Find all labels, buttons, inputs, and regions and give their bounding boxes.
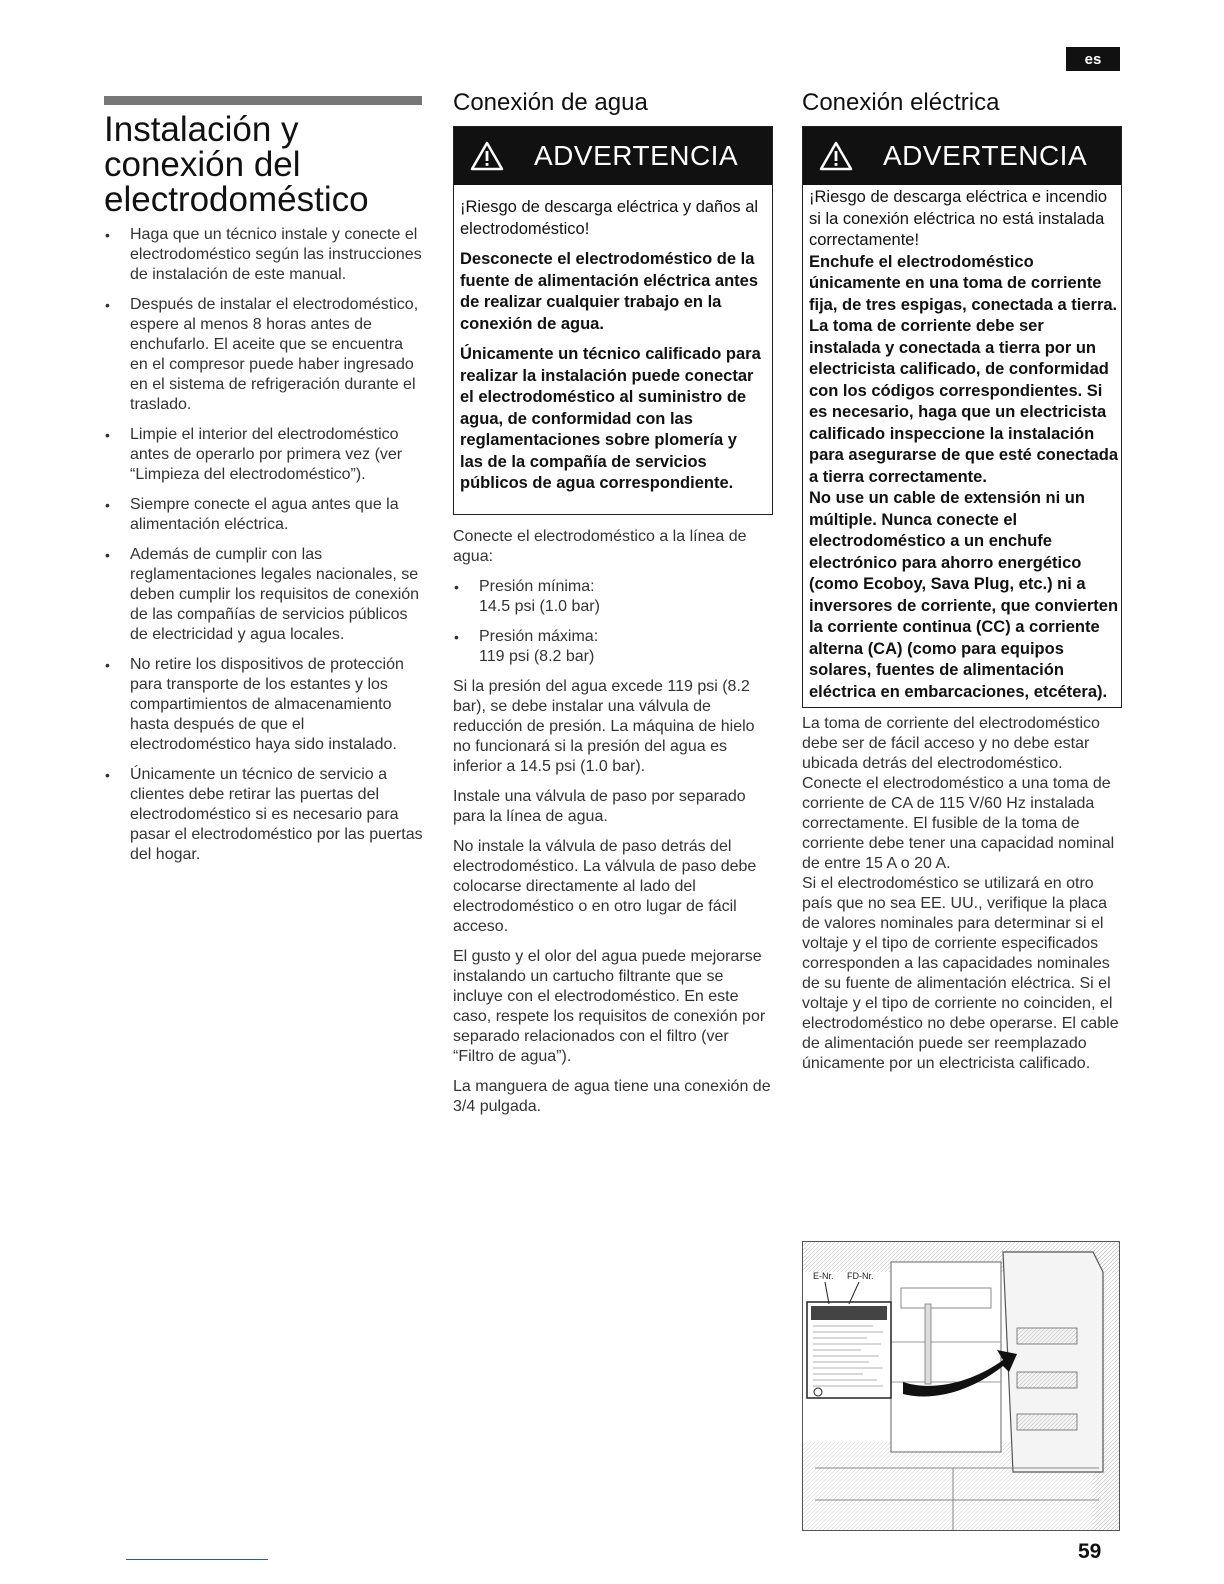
warning-text: ¡Riesgo de descarga eléctrica y daños al electrodoméstico! [460, 198, 759, 238]
list-item: • Después de instalar el electrodoméstico, espere al menos 8 horas antes de enchufarlo. El aceite que se encuentra en el compresor puede haber ingresado en el sistema de refrigeración durante el traslado. [104, 295, 424, 415]
list-item: • Presión máxima: 119 psi (8.2 bar) [453, 627, 773, 667]
list-item: • Siempre conecte el agua antes que la alimentación eléctrica. [104, 495, 424, 535]
page-title: Instalación y conexión del electrodoméstico [104, 110, 369, 219]
footer-rule [126, 1559, 268, 1560]
warning-body [803, 185, 1121, 707]
list-item: • Presión mínima: 14.5 psi (1.0 bar) [453, 577, 773, 617]
list-item: • Únicamente un técnico de servicio a clientes debe retirar las puertas del electrodoméstico si es necesario para pasar el electrodoméstico por las puertas del hogar. [104, 765, 424, 865]
electric-section-title: Conexión eléctrica [802, 89, 1000, 116]
electric-warning-box [802, 126, 1122, 708]
warning-text: ¡Riesgo de descarga eléctrica e incendio si la conexión eléctrica no está instalada correctamente! [809, 188, 1108, 249]
paragraph: Si la presión del agua excede 119 psi (8.2 bar), se debe instalar una válvula de reducción de presión. La máquina de hielo no funcionará si la presión del agua es inferior a 14.5 psi (1.0 bar). [453, 677, 755, 775]
water-connection-column [453, 88, 773, 1127]
warning-label: ADVERTENCIA [883, 140, 1088, 171]
list-item: • Haga que un técnico instale y conecte el electrodoméstico según las instrucciones de instalación de este manual. [104, 225, 424, 285]
warning-text: Únicamente un técnico calificado para realizar la instalación puede conectar el electrodoméstico al suministro de agua, de conformidad con las reglamentaciones sobre plomería y las de la compañía de servicios públicos de agua correspondiente. [460, 345, 761, 492]
warning-header [803, 127, 1121, 185]
section-rule [104, 96, 422, 105]
paragraph: Conecte el electrodoméstico a una toma de corriente de CA de 115 V/60 Hz instalada correctamente. El fusible de la toma de corriente debe tener una capacidad nominal de entre 15 A o 20 A. [802, 775, 1115, 872]
language-badge: es [1066, 47, 1120, 71]
warning-text: Desconecte el electrodoméstico de la fuente de alimentación eléctrica antes de realizar cualquier trabajo en la conexión de agua. [460, 250, 759, 333]
fd-nr-label: FD-Nr. [847, 1271, 874, 1281]
paragraph: La manguera de agua tiene una conexión de 3/4 pulgada. [453, 1077, 771, 1115]
water-warning-box [453, 126, 773, 515]
warning-triangle-icon [470, 141, 504, 171]
paragraph: Si el electrodoméstico se utilizará en otro país que no sea EE. UU., verifique la placa de valores nominales para determinar si el voltaje y el tipo de corriente especificados corresponden a las capacidades nominales de su fuente de alimentación eléctrica. Si el voltaje y el tipo de corriente no coinciden, el electrodoméstico no debe operarse. El cable de alimentación puede ser reemplazado únicamente por un electricista calificado. [802, 875, 1119, 1072]
warning-body [454, 185, 772, 514]
warning-label: ADVERTENCIA [534, 140, 739, 171]
paragraph: El gusto y el olor del agua puede mejorarse instalando un cartucho filtrante que se incluye con el electrodoméstico. En este caso, respete los requisitos de conexión por separado relacionados con el filtro (ver “Filtro de agua”). [453, 947, 766, 1065]
warning-text: No use un cable de extensión ni un múltiple. Nunca conecte el electrodoméstico a un enchufe electrónico para ahorro energético (como Ecoboy, Sava Plug, etc.) ni a inversores de corriente, que convierten la corriente continua (CC) a corriente alterna (CA) (como para equipos solares, fuentes de alimentación eléctrica en embarcaciones, etcétera). [809, 489, 1119, 701]
warning-text: Enchufe el electrodoméstico únicamente en una toma de corriente fija, de tres espigas, conectada a tierra. La toma de corriente debe ser instalada y conectada a tierra por un electricista calificado, de conformidad con los códigos correspondientes. Si es necesario, haga que un electricista calificado inspeccione la instalación para asegurarse de que esté conectada a tierra correctamente. [809, 252, 1119, 486]
e-nr-label: E-Nr. [813, 1271, 834, 1281]
paragraph: La toma de corriente del electrodoméstico debe ser de fácil acceso y no debe estar ubicada detrás del electrodoméstico. [802, 715, 1100, 772]
water-section-title: Conexión de agua [453, 89, 648, 116]
list-item: • Además de cumplir con las reglamentaciones legales nacionales, se deben cumplir los requisitos de conexión de las compañías de servicios públicos de electricidad y agua locales. [104, 545, 424, 645]
paragraph: Instale una válvula de paso por separado para la línea de agua. [453, 787, 746, 825]
paragraph: No instale la válvula de paso detrás del electrodoméstico. La válvula de paso debe colocarse directamente al lado del electrodoméstico o en otro lugar de fácil acceso. [453, 837, 757, 935]
list-item: • No retire los dispositivos de protección para transporte de los estantes y los compartimientos de almacenamiento hasta después de que el electrodoméstico haya sido instalado. [104, 655, 424, 755]
electric-connection-column [802, 88, 1122, 1074]
rating-plate-illustration [802, 1241, 1120, 1531]
warning-header [454, 127, 772, 185]
list-item: • Limpie el interior del electrodoméstico antes de operarlo por primera vez (ver “Limpieza del electrodoméstico”). [104, 425, 424, 485]
installation-column [104, 225, 424, 875]
installation-list [104, 225, 424, 865]
warning-triangle-icon [819, 141, 853, 171]
water-intro: Conecte el electrodoméstico a la línea de agua: [453, 527, 747, 565]
pressure-list [453, 577, 773, 667]
refrigerator-diagram [803, 1242, 1119, 1530]
page-number: 59 [1078, 1540, 1102, 1563]
